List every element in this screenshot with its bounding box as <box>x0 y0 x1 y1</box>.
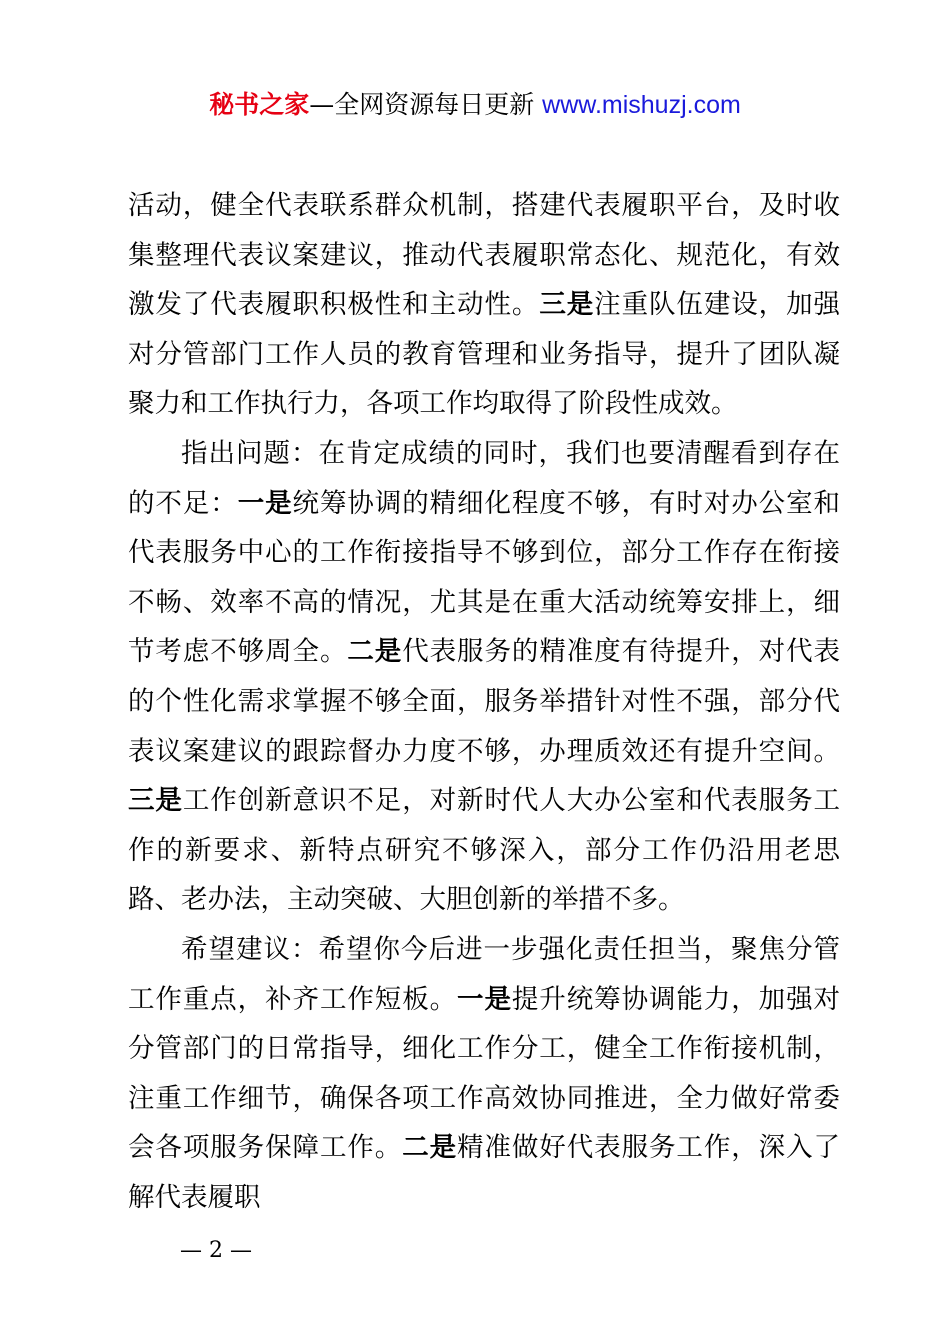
text-run: 指出问题：在肯定成绩的同时，我们也要清醒看到存在的不足： <box>128 437 840 519</box>
page-header <box>0 88 950 122</box>
text-run: 精准做好代表服务工作，深入了解代表履职 <box>128 1132 841 1213</box>
emphasis-run: 二是 <box>347 636 403 668</box>
text-run: 提升统筹协调能力，加强对分管部门的日常指导，细化工作分工，健全工作衔接机制，注重工作细节，确保各项工作高效协同推进，全力做好常委会各项服务保障工作。 <box>128 983 841 1164</box>
brand-name: 秘书之家 <box>209 90 310 119</box>
header-tagline: —全网资源每日更新 <box>309 90 543 119</box>
emphasis-run: 三是 <box>539 289 595 321</box>
paragraph-suggestions <box>128 925 840 1223</box>
text-run: 代表服务的精准度有待提升，对代表的个性化需求掌握不够全面，服务举措针对性不强，部分代表议案建议的跟踪督办力度不够，办理质效还有提升空间。 <box>128 636 841 767</box>
document-body <box>128 181 840 1222</box>
text-run: 活动，健全代表联系群众机制，搭建代表履职平台，及时收集整理代表议案建议，推动代表履职常态化、规范化，有效激发了代表履职积极性和主动性。 <box>128 190 840 321</box>
text-run: 统筹协调的精细化程度不够，有时对办公室和代表服务中心的工作衔接指导不够到位，部分工作存在衔接不畅、效率不高的情况，尤其是在重大活动统筹安排上，细节考虑不够周全。 <box>128 487 841 668</box>
emphasis-run: 一是 <box>457 983 512 1015</box>
text-run: 注重队伍建设，加强对分管部门工作人员的教育管理和业务指导，提升了团队凝聚力和工作执行力，各项工作均取得了阶段性成效。 <box>128 289 841 420</box>
emphasis-run: 一是 <box>237 487 293 519</box>
paragraph-problems <box>128 429 840 925</box>
text-run: 工作创新意识不足，对新时代人大办公室和代表服务工作的新要求、新特点研究不够深入，部分工作仍沿用老思路、老办法，主动突破、大胆创新的举措不多。 <box>128 785 841 916</box>
paragraph-achievements <box>128 181 840 429</box>
emphasis-run: 三是 <box>128 785 183 817</box>
emphasis-run: 二是 <box>402 1132 458 1164</box>
text-run: 希望建议：希望你今后进一步强化责任担当，聚焦分管工作重点，补齐工作短板。 <box>128 933 840 1015</box>
site-url-link[interactable]: www.mishuzj.com <box>542 91 741 119</box>
page-number: — 2 — <box>180 1238 252 1263</box>
